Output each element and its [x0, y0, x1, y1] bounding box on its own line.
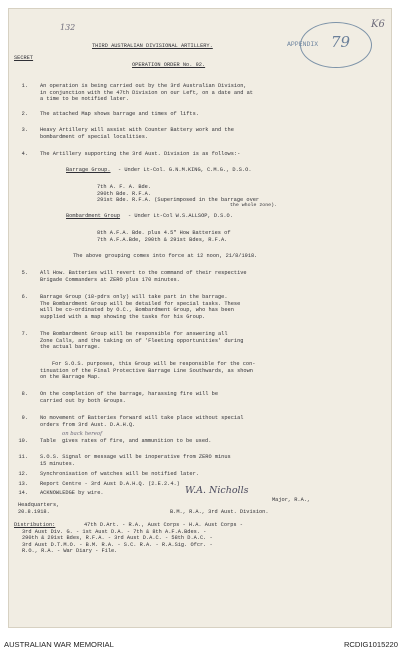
signatory-rank: Major, R.A., — [272, 497, 311, 503]
para-line: carried out by both Groups. — [40, 397, 126, 404]
barrage-unit: 291st Bde. R.F.A. (Superimposed in the barrage over — [97, 197, 260, 203]
para-text: Table — [40, 438, 56, 444]
classification: SECRET — [14, 55, 34, 61]
para-line: Heavy Artillery will assist with Counter Battery work and the — [40, 127, 234, 133]
corner-number: 132 — [60, 23, 76, 32]
para-number: 12. — [18, 471, 28, 477]
para-line: will be co-ordinated by O.C., Bombardment Group, who has been — [40, 307, 234, 313]
para-line: 15 minutes. — [40, 460, 75, 467]
para-number: 3. — [21, 127, 28, 133]
order-title: OPERATION ORDER No. 92. — [132, 62, 206, 68]
para-text: Synchronisation of watches will be notified later. — [40, 471, 199, 477]
para-number: 9. — [21, 415, 28, 421]
para-line: on the Barrage Map. — [40, 374, 101, 380]
archive-reference: RCDIG1015220 — [343, 640, 398, 649]
para-number: 4. — [21, 151, 28, 157]
distribution-line: 47th D.Art. - R.A., Aust Corps - H.A. Aust Corps - — [84, 522, 243, 528]
para-line: The Bombardment Group will be detailed for special tasks. These — [40, 300, 241, 307]
para-line: a time to be notified later. — [40, 96, 130, 102]
para-line: orders from 3rd Aust. D.A.H.Q. — [40, 421, 136, 428]
appendix-stamp-label: APPENDIX — [287, 41, 319, 48]
barrage-group-commander: - Under Lt-Col. G.N.M.KING, C.M.G., D.S.O. — [118, 167, 252, 173]
barrage-unit: 290th Bde. R.F.A. — [97, 190, 152, 197]
distribution-line: 3rd Aust Div. G. - 1st Aust D.A. - 7th & 8th A.F.A.Bdes. - — [22, 528, 207, 535]
para-line: The attached Map shows barrage and times of lifts. — [40, 111, 199, 117]
para-number: 2. — [21, 111, 28, 117]
para-line: An operation is being carried out by the 3rd Australian Division, — [40, 83, 247, 89]
para-line: Zone Calls, and the taking on of 'Fleeting opportunities' during — [40, 337, 244, 344]
para-line: S.O.S. Signal or message will be inoperative from ZERO minus — [40, 454, 231, 460]
appendix-number: 79 — [331, 33, 351, 51]
para-number: 1. — [21, 83, 28, 89]
para-number: 11. — [18, 454, 28, 460]
signatory-appointment: B.M., R.A., 3rd Aust. Division. — [170, 508, 269, 515]
para-line: bombardment of special localities. — [40, 133, 149, 140]
corner-mark: K6 — [371, 19, 385, 30]
para-line: supplied with a map showing the tasks for his Group. — [40, 313, 206, 320]
barrage-group-label: Barrage Group. — [66, 167, 111, 173]
para-line: the actual barrage. — [40, 344, 101, 350]
para-number: 5. — [21, 270, 28, 276]
para-line: No movement of Batteries forward will take place without special — [40, 415, 244, 421]
bombardment-group-label: Bombardment Group — [66, 213, 121, 219]
handwritten-signature: W.A. Nicholls — [185, 485, 249, 496]
archive-credit: AUSTRALIAN WAR MEMORIAL — [4, 640, 114, 649]
barrage-note: the whole zone). — [230, 203, 277, 208]
para-line: Barrage Group (18-pdrs only) will take part in the barrage. — [40, 294, 228, 300]
bombardment-unit: 7th A.F.A.Bde, 290th & 291st Bdes, R.F.A. — [97, 236, 228, 243]
para-number: 10. — [18, 438, 28, 444]
grouping-note: The above grouping comes into force at 12 noon, 21/8/1918. — [73, 253, 258, 259]
bombardment-group-commander: - Under Lt-Col W.S.ALLSOP, D.S.O. — [128, 213, 233, 219]
distribution-line: 3rd Aust D.T.M.O. - B.M. R.A. - S.C. R.A. - R.A.Sig. Ofcr. - — [22, 541, 213, 548]
bombardment-unit: 8th A.F.A. Bde. plus 4.5" How Batteries of — [97, 230, 231, 236]
para-number: 7. — [21, 331, 28, 337]
para-number: 14. — [18, 490, 28, 496]
para-line: For S.O.S. purposes, this Group will be responsible for the con- — [52, 361, 256, 367]
para-number: 13. — [18, 481, 28, 487]
para-text: ACKNOWLEDGE by wire. — [40, 490, 104, 496]
distribution-line: R.O., R.A. - War Diary - File. — [22, 548, 118, 554]
organisation-title: THIRD AUSTRALIAN DIVISIONAL ARTILLERY. — [92, 43, 213, 49]
signature-place: Headquarters, — [18, 502, 60, 508]
para-line: Brigade Commanders at ZERO plus 170 minutes. — [40, 276, 180, 283]
handwritten-insertion: on back hereof — [62, 431, 103, 437]
para-line: The Bombardment Group will be responsible for answering all — [40, 331, 228, 337]
signature-date: 20.8.1918. — [18, 508, 50, 515]
para-line: On the completion of the barrage, harassing fire will be — [40, 391, 219, 397]
para-line: All How. Batteries will revert to the command of their respective — [40, 270, 247, 276]
para-number: 8. — [21, 391, 28, 397]
distribution-line: 290th & 291st Bdes, R.F.A. - 3rd Aust D.A.C. - 58th D.A.C. - — [22, 535, 213, 541]
para-line: in conjunction with the 47th Division on our Left, on a date and at — [40, 89, 253, 96]
para-number: 6. — [21, 294, 28, 300]
para-line: The Artillery supporting the 3rd Aust. Division is as follows:- — [40, 151, 241, 157]
barrage-unit: 7th A. F. A. Bde. — [97, 184, 152, 190]
para-text: Report Centre - 3rd Aust D.A.H.Q. (2.E.2.4.) — [40, 481, 180, 487]
para-line: tinuation of the Final Protective Barrage Line Southwards, as shown — [40, 367, 253, 374]
distribution-label: Distribution: — [14, 522, 56, 528]
para-text: gives rates of fire, and ammunition to be used. — [62, 438, 212, 444]
